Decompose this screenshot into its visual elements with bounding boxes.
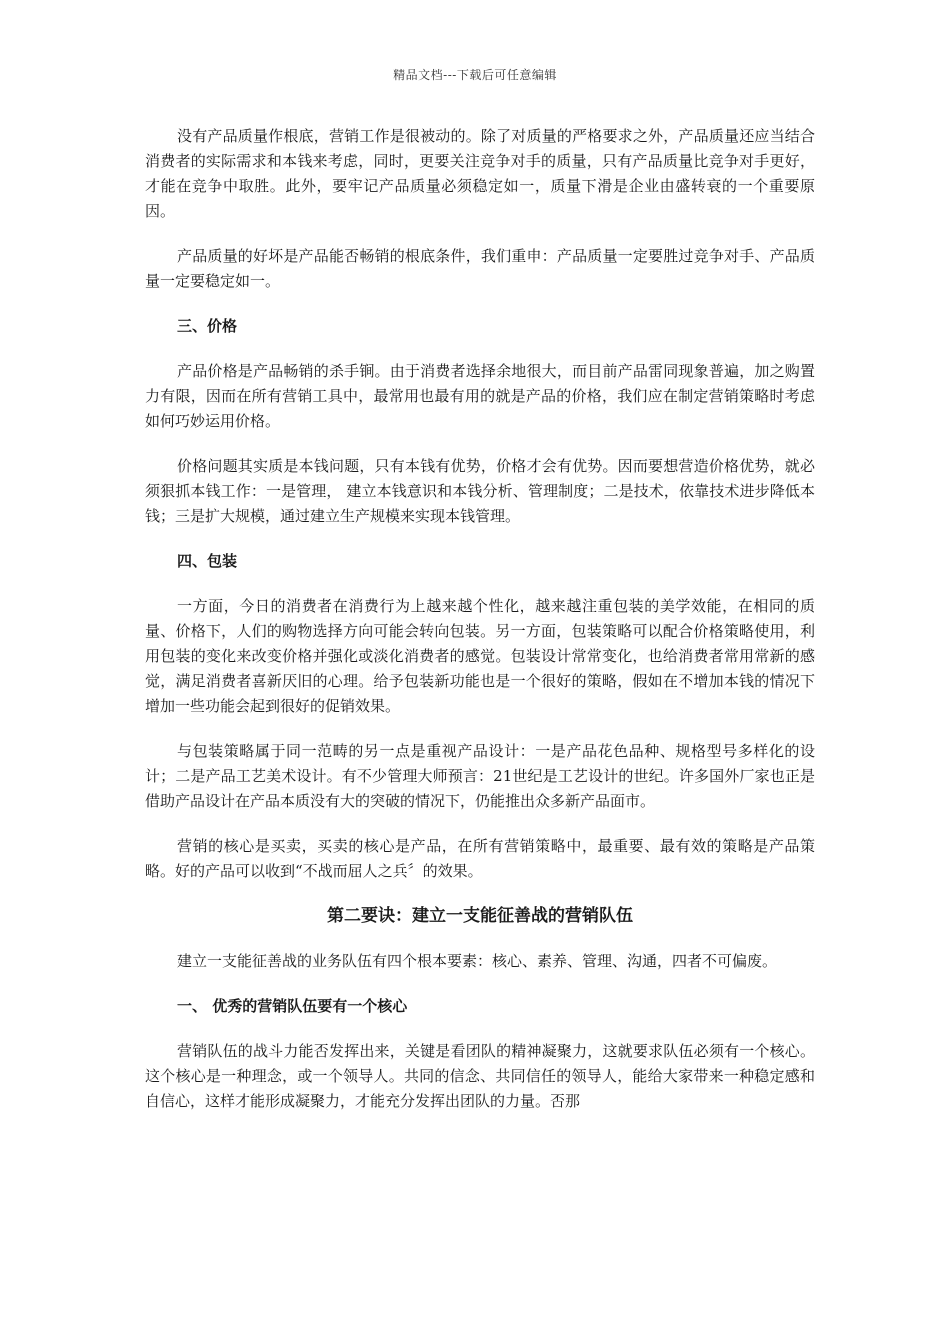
document-body (145, 124, 815, 1134)
section-heading: 四、包装 (177, 552, 238, 570)
section-heading: 一、 优秀的营销队伍要有一个核心 (177, 997, 408, 1015)
paragraph: 营销队伍的战斗力能否发挥出来，关键是看团队的精神凝聚力，这就要求队伍必须有一个核心。这个核心是一种理念，或一个领导人。共同的信念、共同信任的领导人，能给大家带来一种稳定感和自信心，这样才能形成凝聚力，才能充分发挥出团队的力量。否那 (145, 1042, 815, 1110)
paragraph: 建立一支能征善战的业务队伍有四个根本要素：核心、素养、管理、沟通，四者不可偏废。 (177, 952, 778, 970)
paragraph: 一方面，今日的消费者在消费行为上越来越个性化，越来越注重包装的美学效能，在相同的质量、价格下，人们的购物选择方向可能会转向包装。另一方面，包装策略可以配合价格策略使用，利用包装的变化来改变价格并强化或淡化消费者的感觉。包装设计常常变化，也给消费者常用常新的感觉，满足消费者喜新厌旧的心理。给予包装新功能也是一个很好的策略，假如在不增加本钱的情况下增加一些功能会起到很好的促销效果。 (145, 597, 815, 715)
chapter-title: 第二要诀：建立一支能征善战的营销队伍 (327, 906, 633, 926)
paragraph: 产品价格是产品畅销的杀手锏。由于消费者选择余地很大，而目前产品雷同现象普遍，加之购置力有限，因而在所有营销工具中，最常用也最有用的就是产品的价格，我们应在制定营销策略时考虑如何巧妙运用价格。 (145, 362, 815, 430)
paragraph: 没有产品质量作根底，营销工作是很被动的。除了对质量的严格要求之外，产品质量还应当结合消费者的实际需求和本钱来考虑，同时，更要关注竞争对手的质量，只有产品质量比竞争对手更好，才能在竞争中取胜。此外，要牢记产品质量必须稳定如一，质量下滑是企业由盛转衰的一个重要原因。 (145, 127, 815, 220)
paragraph: 与包装策略属于同一范畴的另一点是重视产品设计：一是产品花色品种、规格型号多样化的设计；二是产品工艺美术设计。有不少管理大师预言：21世纪是工艺设计的世纪。许多国外厂家也正是借助产品设计在产品本质没有大的突破的情况下，仍能推出众多新产品面市。 (145, 742, 815, 810)
section-heading: 三、价格 (177, 317, 238, 335)
page-header: 精品文档---下载后可任意编辑 (393, 68, 557, 82)
paragraph: 营销的核心是买卖，买卖的核心是产品，在所有营销策略中，最重要、最有效的策略是产品策略。好的产品可以收到“不战而屈人之兵〞的效果。 (145, 837, 815, 880)
paragraph: 产品质量的好坏是产品能否畅销的根底条件，我们重申：产品质量一定要胜过竞争对手、产品质量一定要稳定如一。 (145, 247, 815, 290)
paragraph: 价格问题其实质是本钱问题，只有本钱有优势，价格才会有优势。因而要想营造价格优势，就必须狠抓本钱工作：一是管理， 建立本钱意识和本钱分析、管理制度；二是技术，依靠技术进步降低本钱；三是扩大规模，通过建立生产规模来实现本钱管理。 (145, 457, 815, 525)
